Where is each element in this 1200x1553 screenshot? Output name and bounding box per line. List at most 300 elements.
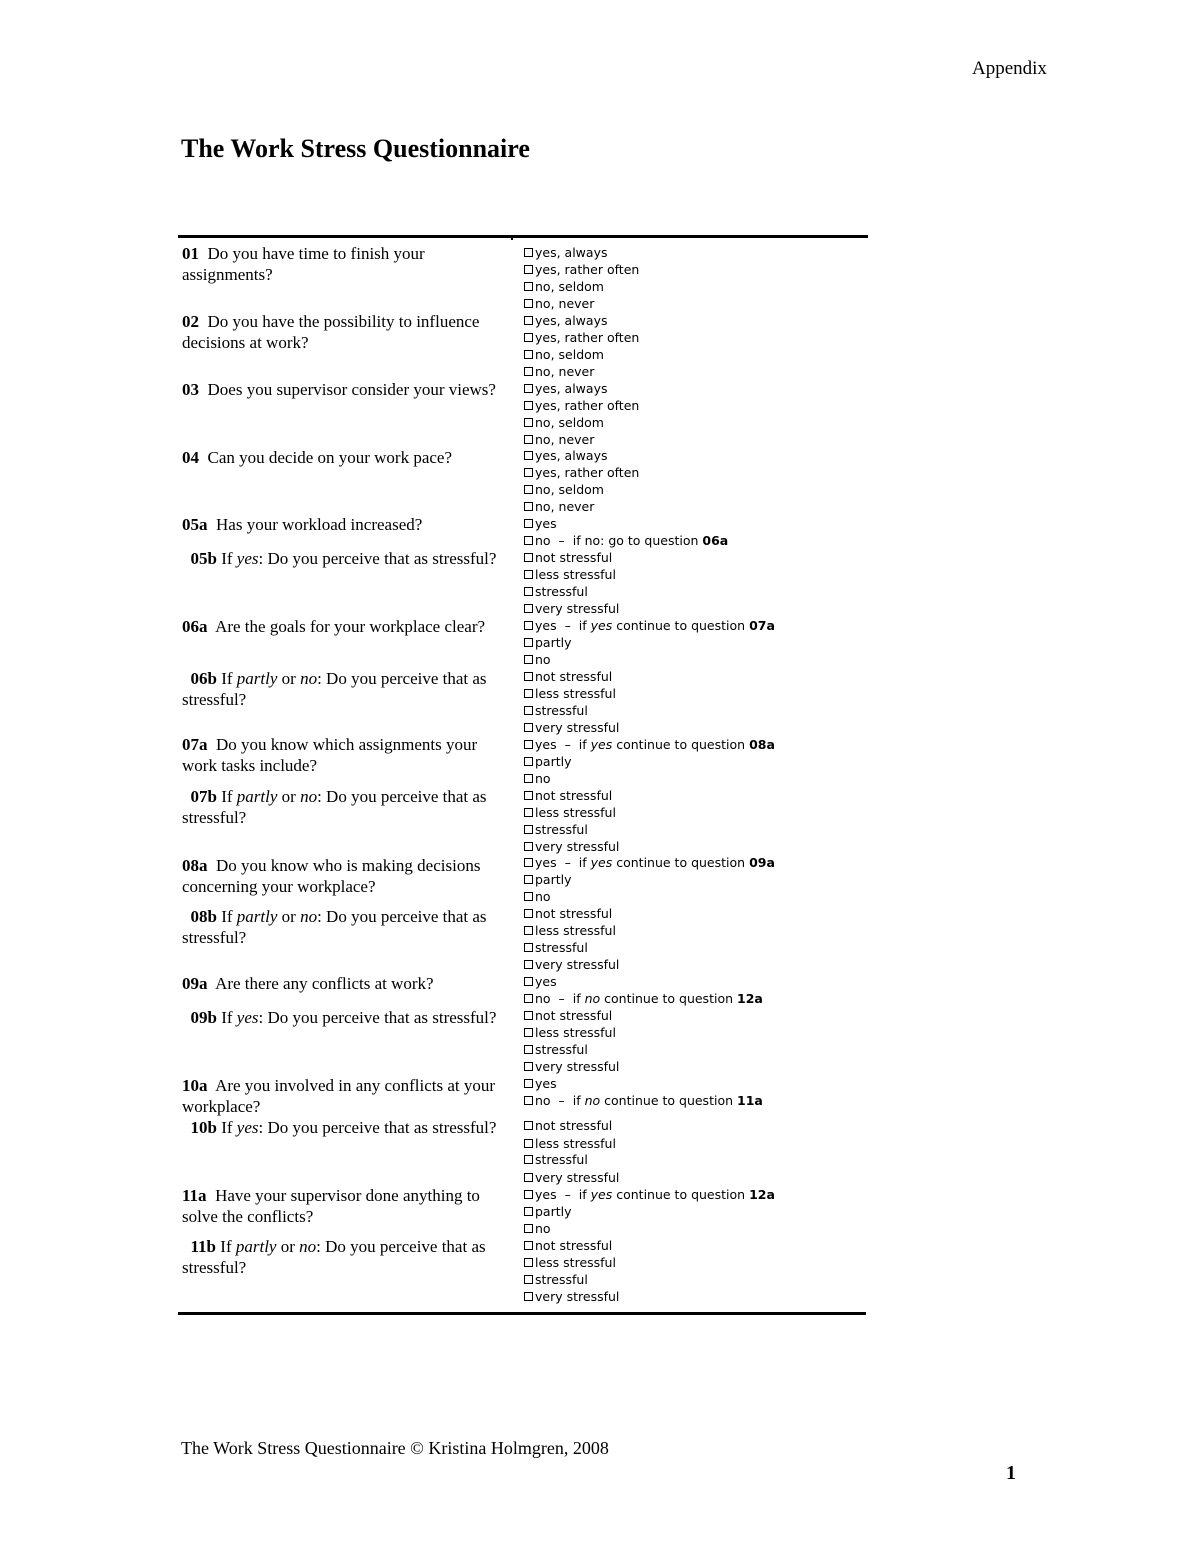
option-label: less stressful — [535, 805, 616, 820]
question-01 — [182, 243, 512, 285]
option-label: very stressful — [535, 839, 620, 854]
checkbox-icon[interactable] — [524, 808, 533, 817]
option-label: not stressful — [535, 788, 613, 803]
option-q10b-less-stressful[interactable] — [524, 1135, 616, 1152]
checkbox-icon[interactable] — [524, 282, 533, 291]
checkbox-icon[interactable] — [524, 587, 533, 596]
skip-if: if — [578, 855, 587, 870]
checkbox-icon[interactable] — [524, 672, 533, 681]
option-label: yes, always — [535, 448, 608, 463]
checkbox-icon[interactable] — [524, 994, 533, 1003]
checkbox-icon[interactable] — [524, 265, 533, 274]
option-label: stressful — [535, 1272, 588, 1287]
checkbox-icon[interactable] — [524, 604, 533, 613]
option-q03-yes-rather-often[interactable] — [524, 397, 639, 414]
question-10b — [182, 1117, 512, 1138]
question-text: Can you decide on your work pace? — [207, 448, 453, 467]
option-label: not stressful — [535, 1118, 613, 1133]
question-09a — [182, 973, 512, 994]
question-number: 09b — [190, 1008, 217, 1027]
skip-target: 12a — [737, 991, 763, 1006]
option-q09a-no[interactable] — [524, 990, 763, 1007]
option-label: no, seldom — [535, 482, 604, 497]
option-q07a-yes[interactable] — [524, 736, 775, 753]
option-q02-no-never[interactable] — [524, 363, 594, 380]
dash: – — [564, 737, 571, 752]
question-text: Do you know which assignments your work tasks include? — [182, 735, 478, 775]
option-label: yes, rather often — [535, 465, 640, 480]
question-text: : Do you perceive that as stressful? — [182, 907, 487, 947]
option-label: less stressful — [535, 686, 616, 701]
question-or: or — [281, 669, 296, 688]
checkbox-icon[interactable] — [524, 1207, 533, 1216]
checkbox-icon[interactable] — [524, 1155, 533, 1164]
option-label: very stressful — [535, 720, 620, 735]
option-q08b-stressful[interactable] — [524, 939, 588, 956]
checkbox-icon[interactable] — [524, 1096, 533, 1105]
option-q10a-yes[interactable] — [524, 1075, 557, 1092]
option-q11a-yes[interactable] — [524, 1186, 775, 1203]
option-q07b-not-stressful[interactable] — [524, 787, 612, 804]
checkbox-icon[interactable] — [524, 384, 533, 393]
option-label: no, seldom — [535, 347, 604, 362]
checkbox-icon[interactable] — [524, 757, 533, 766]
option-label: partly — [535, 635, 572, 650]
question-06b — [182, 668, 512, 710]
question-03 — [182, 379, 512, 400]
option-label: less stressful — [535, 567, 616, 582]
option-label: no, seldom — [535, 415, 604, 430]
option-q01-yes-always[interactable] — [524, 244, 607, 261]
option-q05b-stressful[interactable] — [524, 583, 588, 600]
skip-if: if — [572, 991, 581, 1006]
question-text: : Do you perceive that as stressful? — [258, 1008, 497, 1027]
option-label: yes — [535, 618, 557, 633]
option-q02-no-seldom[interactable] — [524, 346, 604, 363]
checkbox-icon[interactable] — [524, 536, 533, 545]
question-text: Are you involved in any conflicts at your workplace? — [182, 1076, 496, 1116]
question-number: 02 — [182, 312, 199, 331]
option-q05b-very-stressful[interactable] — [524, 600, 619, 617]
checkbox-icon[interactable] — [524, 791, 533, 800]
question-06a — [182, 616, 512, 637]
checkbox-icon[interactable] — [524, 926, 533, 935]
option-q02-yes-always[interactable] — [524, 312, 607, 329]
question-condition: partly — [236, 907, 278, 926]
option-q04-yes-always[interactable] — [524, 447, 607, 464]
option-label: no — [535, 1093, 551, 1108]
checkbox-icon[interactable] — [524, 418, 533, 427]
option-q06b-less-stressful[interactable] — [524, 685, 616, 702]
question-text: Has your workload increased? — [216, 515, 423, 534]
question-02 — [182, 311, 512, 353]
option-label: no — [535, 991, 551, 1006]
option-q09b-not-stressful[interactable] — [524, 1007, 612, 1024]
option-label: less stressful — [535, 1136, 616, 1151]
question-text: : Do you perceive that as stressful? — [258, 1118, 497, 1137]
option-q07b-very-stressful[interactable] — [524, 838, 619, 855]
option-q07a-no[interactable] — [524, 770, 551, 787]
option-label: partly — [535, 872, 572, 887]
checkbox-icon[interactable] — [524, 1028, 533, 1037]
checkbox-icon[interactable] — [524, 553, 533, 562]
skip-instruction: continue to question — [604, 991, 734, 1006]
option-label: stressful — [535, 1042, 588, 1057]
option-q10b-not-stressful[interactable] — [524, 1117, 612, 1134]
checkbox-icon[interactable] — [524, 621, 533, 630]
option-q09b-less-stressful[interactable] — [524, 1024, 616, 1041]
option-label: very stressful — [535, 1289, 620, 1304]
option-q08b-not-stressful[interactable] — [524, 905, 612, 922]
checkbox-icon[interactable] — [524, 1139, 533, 1148]
option-q10b-stressful[interactable] — [524, 1151, 588, 1168]
dash: – — [558, 1093, 565, 1108]
option-label: very stressful — [535, 601, 620, 616]
option-q05b-less-stressful[interactable] — [524, 566, 616, 583]
option-q01-no-seldom[interactable] — [524, 278, 604, 295]
question-number: 06b — [190, 669, 217, 688]
checkbox-icon[interactable] — [524, 1011, 533, 1020]
option-label: yes, rather often — [535, 262, 640, 277]
option-q04-no-never[interactable] — [524, 498, 594, 515]
checkbox-icon[interactable] — [524, 1275, 533, 1284]
question-text: Have your supervisor done anything to solve the conflicts? — [182, 1186, 480, 1226]
option-q09b-very-stressful[interactable] — [524, 1058, 619, 1075]
question-if: If — [221, 907, 233, 926]
skip-instruction: continue to question — [616, 618, 746, 633]
option-q06b-very-stressful[interactable] — [524, 719, 619, 736]
option-label: yes, always — [535, 313, 608, 328]
option-label: not stressful — [535, 550, 613, 565]
question-11b — [182, 1236, 512, 1278]
option-label: yes — [535, 737, 557, 752]
dash: – — [564, 855, 571, 870]
option-q10a-no[interactable] — [524, 1092, 763, 1109]
option-label: no — [535, 889, 551, 904]
option-label: no — [535, 533, 551, 548]
skip-target: 08a — [749, 737, 775, 752]
skip-if: if — [578, 618, 587, 633]
checkbox-icon[interactable] — [524, 875, 533, 884]
checkbox-icon[interactable] — [524, 1045, 533, 1054]
option-q06a-no[interactable] — [524, 651, 551, 668]
checkbox-icon[interactable] — [524, 1258, 533, 1267]
footer-copyright: The Work Stress Questionnaire © Kristina Holmgren, 2008 — [181, 1438, 609, 1458]
question-text: Are the goals for your workplace clear? — [215, 617, 486, 636]
option-q03-no-never[interactable] — [524, 431, 594, 448]
checkbox-icon[interactable] — [524, 1173, 533, 1182]
option-q10b-very-stressful[interactable] — [524, 1169, 619, 1186]
question-04 — [182, 447, 512, 468]
question-if: If — [221, 669, 233, 688]
checkbox-icon[interactable] — [524, 570, 533, 579]
option-q11b-very-stressful[interactable] — [524, 1288, 619, 1305]
question-or: or — [281, 787, 296, 806]
question-05a — [182, 514, 512, 535]
question-if: If — [221, 1118, 233, 1137]
dash: – — [564, 618, 571, 633]
checkbox-icon[interactable] — [524, 401, 533, 410]
option-q05a-yes[interactable] — [524, 515, 557, 532]
question-condition: no — [300, 787, 318, 806]
question-if: If — [221, 1008, 233, 1027]
option-q07b-less-stressful[interactable] — [524, 804, 616, 821]
checkbox-icon[interactable] — [524, 858, 533, 867]
option-label: not stressful — [535, 1238, 613, 1253]
checkbox-icon[interactable] — [524, 689, 533, 698]
option-label: no, never — [535, 432, 595, 447]
option-q03-no-seldom[interactable] — [524, 414, 604, 431]
question-number: 09a — [182, 974, 208, 993]
question-05b — [182, 548, 512, 569]
option-label: yes, rather often — [535, 330, 640, 345]
question-condition: partly — [235, 1237, 277, 1256]
option-label: yes — [535, 855, 557, 870]
skip-target: 12a — [749, 1187, 775, 1202]
skip-instruction: continue to question — [616, 855, 746, 870]
option-q07a-partly[interactable] — [524, 753, 572, 770]
table-top-rule — [178, 235, 868, 238]
question-text: : Do you perceive that as stressful? — [182, 669, 487, 709]
question-text: Does you supervisor consider your views? — [207, 380, 496, 399]
skip-instruction: if no: go to question — [572, 533, 699, 548]
question-condition: no — [300, 907, 318, 926]
option-q06b-not-stressful[interactable] — [524, 668, 612, 685]
question-condition: partly — [236, 669, 278, 688]
checkbox-icon[interactable] — [524, 842, 533, 851]
checkbox-icon[interactable] — [524, 333, 533, 342]
option-label: stressful — [535, 703, 588, 718]
option-label: not stressful — [535, 906, 613, 921]
checkbox-icon[interactable] — [524, 706, 533, 715]
option-label: yes, rather often — [535, 398, 640, 413]
option-q01-yes-rather-often[interactable] — [524, 261, 639, 278]
checkbox-icon[interactable] — [524, 1292, 533, 1301]
option-q11b-stressful[interactable] — [524, 1271, 588, 1288]
option-q06a-partly[interactable] — [524, 634, 572, 651]
option-q09b-stressful[interactable] — [524, 1041, 588, 1058]
checkbox-icon[interactable] — [524, 350, 533, 359]
checkbox-icon[interactable] — [524, 960, 533, 969]
option-label: yes — [535, 974, 557, 989]
skip-condition: yes — [590, 1187, 613, 1202]
checkbox-icon[interactable] — [524, 943, 533, 952]
question-number: 11a — [182, 1186, 207, 1205]
option-q08a-no[interactable] — [524, 888, 551, 905]
option-label: yes, always — [535, 381, 608, 396]
option-label: stressful — [535, 822, 588, 837]
question-if: If — [220, 1237, 232, 1256]
skip-condition: no — [584, 1093, 601, 1108]
option-label: not stressful — [535, 669, 613, 684]
question-number: 01 — [182, 244, 199, 263]
question-number: 10a — [182, 1076, 208, 1095]
checkbox-icon[interactable] — [524, 1190, 533, 1199]
checkbox-icon[interactable] — [524, 638, 533, 647]
question-or: or — [280, 1237, 295, 1256]
option-q05b-not-stressful[interactable] — [524, 549, 612, 566]
option-label: stressful — [535, 940, 588, 955]
question-if: If — [221, 787, 233, 806]
option-label: no, never — [535, 296, 595, 311]
question-condition: yes — [236, 549, 259, 568]
option-label: no, never — [535, 364, 595, 379]
option-label: no, never — [535, 499, 595, 514]
option-q01-no-never[interactable] — [524, 295, 594, 312]
skip-target: 11a — [737, 1093, 763, 1108]
skip-target: 06a — [702, 533, 729, 548]
option-label: no — [535, 1221, 551, 1236]
option-q03-yes-always[interactable] — [524, 380, 607, 397]
skip-condition: yes — [590, 737, 613, 752]
question-09b — [182, 1007, 512, 1028]
question-condition: no — [300, 669, 318, 688]
question-number: 10b — [190, 1118, 217, 1137]
checkbox-icon[interactable] — [524, 468, 533, 477]
skip-condition: no — [584, 991, 601, 1006]
checkbox-icon[interactable] — [524, 367, 533, 376]
page-title: The Work Stress Questionnaire — [181, 134, 530, 163]
option-label: not stressful — [535, 1008, 613, 1023]
checkbox-icon[interactable] — [524, 655, 533, 664]
question-text: Do you have the possibility to influence decisions at work? — [182, 312, 480, 352]
question-number: 07b — [190, 787, 217, 806]
option-q05a-no[interactable] — [524, 532, 728, 549]
question-condition: yes — [236, 1008, 259, 1027]
question-number: 05b — [190, 549, 217, 568]
question-number: 07a — [182, 735, 208, 754]
checkbox-icon[interactable] — [524, 502, 533, 511]
option-label: very stressful — [535, 957, 620, 972]
option-q11b-not-stressful[interactable] — [524, 1237, 612, 1254]
question-number: 06a — [182, 617, 208, 636]
page-header-appendix: Appendix — [972, 58, 1047, 79]
question-10a — [182, 1075, 512, 1117]
question-number: 08b — [190, 907, 217, 926]
checkbox-icon[interactable] — [524, 1079, 533, 1088]
option-label: yes, always — [535, 245, 608, 260]
question-if: If — [221, 549, 233, 568]
option-label: no, seldom — [535, 279, 604, 294]
checkbox-icon[interactable] — [524, 248, 533, 257]
checkbox-icon[interactable] — [524, 519, 533, 528]
checkbox-icon[interactable] — [524, 316, 533, 325]
checkbox-icon[interactable] — [524, 451, 533, 460]
question-or: or — [281, 907, 296, 926]
checkbox-icon[interactable] — [524, 977, 533, 986]
skip-condition: yes — [590, 855, 613, 870]
option-q04-no-seldom[interactable] — [524, 481, 604, 498]
option-label: very stressful — [535, 1170, 620, 1185]
option-label: no — [535, 652, 551, 667]
option-q11a-partly[interactable] — [524, 1203, 572, 1220]
skip-target: 07a — [749, 618, 775, 633]
skip-if: if — [578, 737, 587, 752]
checkbox-icon[interactable] — [524, 723, 533, 732]
dash: – — [564, 1187, 571, 1202]
question-number: 05a — [182, 515, 208, 534]
question-text: Do you have time to finish your assignments? — [182, 244, 425, 284]
question-text: : Do you perceive that as stressful? — [182, 1237, 486, 1277]
question-condition: partly — [236, 787, 278, 806]
question-text: : Do you perceive that as stressful? — [182, 787, 487, 827]
question-07a — [182, 734, 512, 776]
option-label: partly — [535, 1204, 572, 1219]
skip-instruction: continue to question — [616, 1187, 746, 1202]
checkbox-icon[interactable] — [524, 825, 533, 834]
option-label: less stressful — [535, 1025, 616, 1040]
checkbox-icon[interactable] — [524, 1121, 533, 1130]
option-q06b-stressful[interactable] — [524, 702, 588, 719]
question-condition: yes — [236, 1118, 259, 1137]
option-label: stressful — [535, 584, 588, 599]
checkbox-icon[interactable] — [524, 299, 533, 308]
checkbox-icon[interactable] — [524, 740, 533, 749]
dash: – — [558, 533, 565, 548]
option-label: less stressful — [535, 1255, 616, 1270]
checkbox-icon[interactable] — [524, 892, 533, 901]
question-text: Do you know who is making decisions concerning your workplace? — [182, 856, 481, 896]
option-q11b-less-stressful[interactable] — [524, 1254, 616, 1271]
question-text: : Do you perceive that as stressful? — [258, 549, 497, 568]
skip-if: if — [578, 1187, 587, 1202]
option-q02-yes-rather-often[interactable] — [524, 329, 639, 346]
option-q08b-less-stressful[interactable] — [524, 922, 616, 939]
checkbox-icon[interactable] — [524, 1224, 533, 1233]
skip-if: if — [572, 1093, 581, 1108]
skip-instruction: continue to question — [616, 737, 746, 752]
question-08b — [182, 906, 512, 948]
question-11a — [182, 1185, 512, 1227]
table-bottom-rule — [178, 1312, 866, 1315]
option-label: less stressful — [535, 923, 616, 938]
option-q08b-very-stressful[interactable] — [524, 956, 619, 973]
option-q06a-yes[interactable] — [524, 617, 775, 634]
option-label: very stressful — [535, 1059, 620, 1074]
question-08a — [182, 855, 512, 897]
skip-target: 09a — [749, 855, 775, 870]
option-q08a-partly[interactable] — [524, 871, 572, 888]
checkbox-icon[interactable] — [524, 435, 533, 444]
checkbox-icon[interactable] — [524, 1241, 533, 1250]
option-label: yes — [535, 1187, 557, 1202]
checkbox-icon[interactable] — [524, 909, 533, 918]
option-label: partly — [535, 754, 572, 769]
option-q04-yes-rather-often[interactable] — [524, 464, 639, 481]
checkbox-icon[interactable] — [524, 485, 533, 494]
option-q11a-no[interactable] — [524, 1220, 551, 1237]
skip-instruction: continue to question — [604, 1093, 734, 1108]
option-label: yes — [535, 516, 557, 531]
option-label: no — [535, 771, 551, 786]
checkbox-icon[interactable] — [524, 774, 533, 783]
question-condition: no — [299, 1237, 317, 1256]
question-number: 04 — [182, 448, 199, 467]
question-number: 08a — [182, 856, 208, 875]
checkbox-icon[interactable] — [524, 1062, 533, 1071]
skip-condition: yes — [590, 618, 613, 633]
option-q09a-yes[interactable] — [524, 973, 557, 990]
page-number: 1 — [1006, 1462, 1016, 1484]
stray-mark — [511, 238, 513, 240]
question-07b — [182, 786, 512, 828]
option-q07b-stressful[interactable] — [524, 821, 588, 838]
option-q08a-yes[interactable] — [524, 854, 775, 871]
option-label: stressful — [535, 1152, 588, 1167]
dash: – — [558, 991, 565, 1006]
question-number: 03 — [182, 380, 199, 399]
option-label: yes — [535, 1076, 557, 1091]
